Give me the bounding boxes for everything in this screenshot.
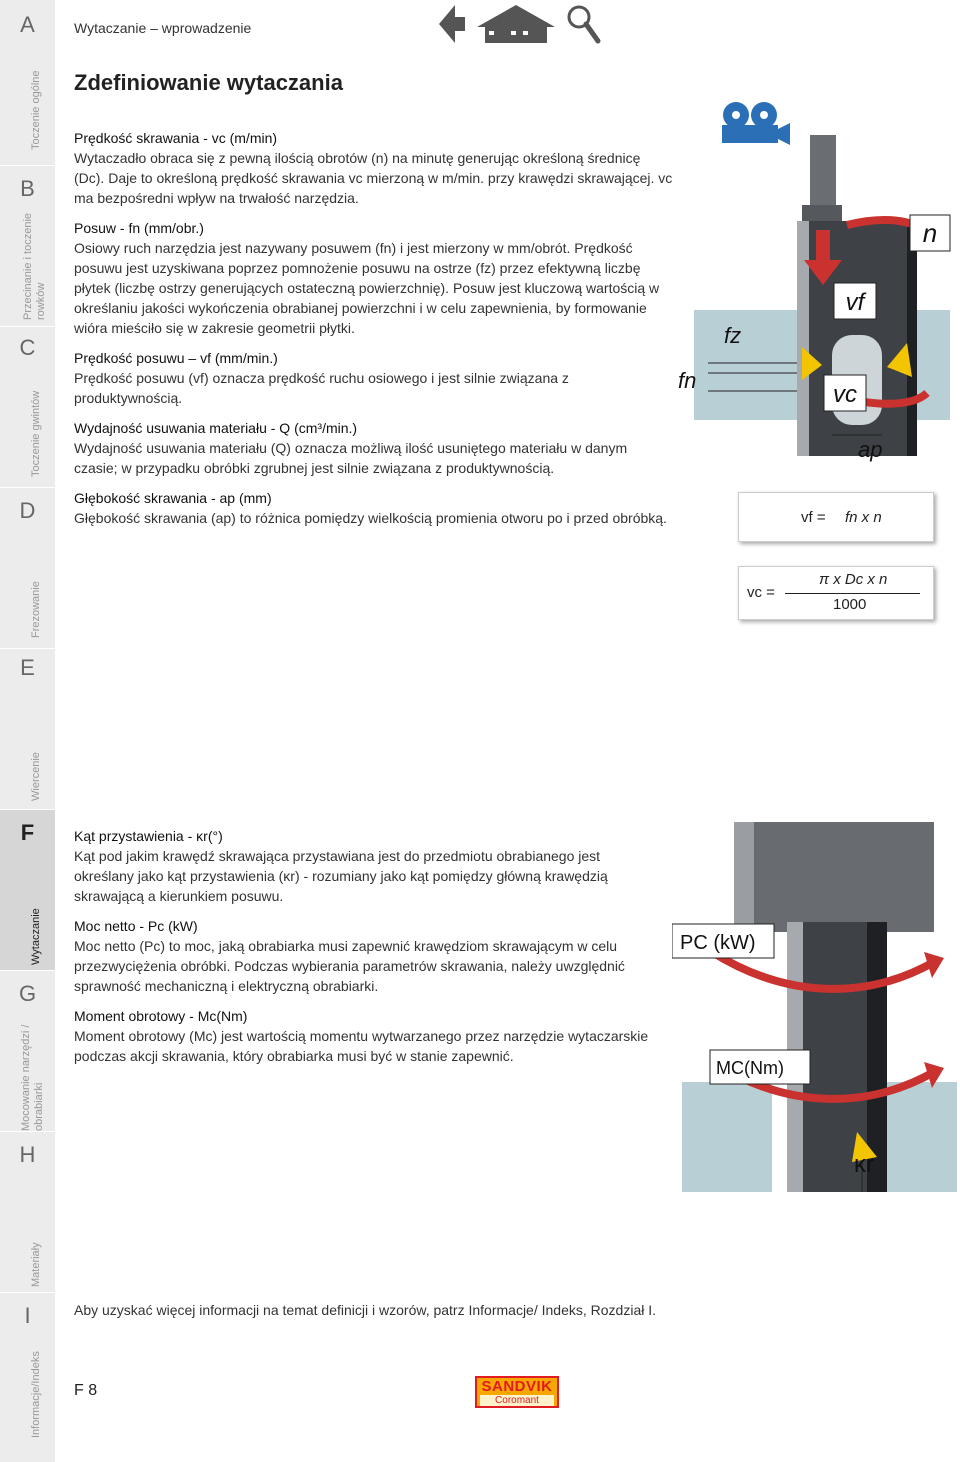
definitions-lower bbox=[74, 826, 654, 1066]
section-body-angle: Kąt pod jakim krawędź skrawająca przystawiana jest do przedmiotu obrabianego jest określany jako kąt przystawienia (κr) - rozumiany jako kąt pomiędzy główną krawędzią skrawającą a kierunkiem posuwu. bbox=[74, 848, 608, 904]
formula-vc-lhs: vc = bbox=[747, 584, 775, 601]
section-heading-feed-speed: Prędkość posuwu – vf (mm/min.) bbox=[74, 350, 278, 366]
sidebar-tabs bbox=[0, 0, 55, 1462]
footnote: Aby uzyskać więcej informacji na temat definicji i wzorów, patrz Informacje/ Indeks, Rozdział I. bbox=[74, 1302, 657, 1318]
label-kr: κr bbox=[854, 1151, 874, 1178]
formula-vc bbox=[738, 566, 934, 620]
tab-frezowanie[interactable] bbox=[0, 488, 55, 648]
section-body-feed: Osiowy ruch narzędzia jest nazywany posuwem (fn) i jest mierzony w mm/obrót. Prędkość posuwu jest uzyskiwana poprzez pomnożenie posuwu na ostrze (fz) przez efektywną liczbę płytek (liczbę ostrzy generujących ostateczną powierzchnię). Posuw jest kluczową wartością w określaniu jakości wykończenia obrabianej powierzchni i w celu zapewnienia, by formowanie wióra mieściło się w zakresie geometrii płytki. bbox=[74, 240, 660, 336]
tab-label: Frezowanie bbox=[30, 581, 42, 638]
fraction-line bbox=[785, 593, 920, 594]
label-vf: vf bbox=[845, 289, 865, 316]
formula-vf-rhs: fn x n bbox=[845, 509, 882, 526]
page-title: Zdefiniowanie wytaczania bbox=[74, 70, 343, 95]
tab-letter: D bbox=[19, 498, 36, 523]
section-heading-removal: Wydajność usuwania materiału - Q (cm³/min.) bbox=[74, 420, 358, 436]
section-heading-speed: Prędkość skrawania - vc (m/min) bbox=[74, 130, 278, 146]
tab-label: Wiercenie bbox=[30, 752, 42, 801]
tab-letter: H bbox=[19, 1142, 36, 1167]
tab-label: Wytaczanie bbox=[30, 908, 42, 965]
workpiece-left bbox=[682, 1082, 772, 1192]
tab-letter: A bbox=[20, 12, 35, 37]
formula-vc-numerator: π x Dc x n bbox=[819, 571, 888, 588]
spindle-top bbox=[734, 822, 934, 932]
breadcrumb: Wytaczanie – wprowadzenie bbox=[74, 20, 252, 36]
section-body-power: Moc netto (Pc) to moc, jaką obrabiarka musi zapewnić krawędziom skrawającym w celu przezwyciężenia obróbki. Podczas wybierania parametrów skrawania, należy uwzględnić sprawność mechaniczną i elektryczną obrabiarki. bbox=[74, 938, 625, 994]
tab-wiercenie[interactable] bbox=[0, 649, 55, 809]
home-icon[interactable] bbox=[471, 3, 561, 45]
tab-letter: I bbox=[24, 1303, 31, 1328]
section-body-feed-speed: Prędkość posuwu (vf) oznacza prędkość ruchu osiowego i jest silnie związana z produktywnością. bbox=[74, 370, 569, 406]
page-number: F 8 bbox=[74, 1382, 98, 1399]
tab-label: Przecinanie i toczenie rowków bbox=[22, 212, 47, 320]
tab-letter: F bbox=[20, 820, 35, 845]
section-heading-torque: Moment obrotowy - Mc(Nm) bbox=[74, 1008, 248, 1024]
section-body-torque: Moment obrotowy (Mc) jest wartością momentu wytwarzanego przez narzędzie wytaczarskie podczas akcji skrawania, który obrabiarka musi być w stanie zapewnić. bbox=[74, 1028, 649, 1064]
film-reel-icon[interactable] bbox=[722, 102, 790, 145]
section-body-speed: Wytaczadło obraca się z pewną ilością obrotów (n) na minutę generując określoną średnicę (Dc). Daje to określoną prędkość skrawania vc mierzoną w m/min. przy krawędzi skrawającej. vc ma bezpośredni wpływ na trwałość narzędzia. bbox=[74, 150, 673, 206]
tab-mocowanie[interactable] bbox=[0, 971, 55, 1131]
search-icon[interactable] bbox=[565, 3, 603, 45]
tab-label: Informacje/Indeks bbox=[30, 1351, 42, 1438]
formula-vf-lhs: vf = bbox=[801, 509, 826, 526]
definitions-upper bbox=[74, 128, 674, 528]
workpiece-right bbox=[882, 1082, 957, 1192]
section-heading-angle: Kąt przystawienia - κr(°) bbox=[74, 828, 223, 844]
tab-letter: E bbox=[20, 655, 35, 680]
tab-wytaczanie[interactable] bbox=[0, 810, 55, 970]
tab-label: Mocowanie narzędzi / obrabiarki bbox=[20, 1024, 45, 1131]
label-vc: vc bbox=[833, 381, 857, 408]
label-n: n bbox=[922, 218, 938, 248]
nav-icons bbox=[437, 3, 607, 47]
section-heading-depth: Głębokość skrawania - ap (mm) bbox=[74, 490, 272, 506]
tab-letter: B bbox=[20, 176, 35, 201]
boring-diagram-bottom bbox=[672, 812, 960, 1202]
label-mc: MC(Nm) bbox=[716, 1058, 784, 1078]
sandvik-coromant-logo: SANDVIK Coromant bbox=[475, 1376, 559, 1408]
section-heading-power: Moc netto - Pc (kW) bbox=[74, 918, 198, 934]
tab-label: Materiały bbox=[30, 1242, 42, 1287]
boring-diagram-top bbox=[672, 95, 960, 470]
label-fz: fz bbox=[724, 323, 742, 348]
formula-vf bbox=[738, 492, 934, 542]
tab-letter: G bbox=[18, 981, 37, 1006]
label-fn: fn bbox=[678, 368, 697, 393]
tab-label: Toczenie gwintów bbox=[30, 390, 42, 477]
tab-toczenie-gwintow[interactable] bbox=[0, 327, 55, 487]
tab-label: Toczenie ogólne bbox=[30, 70, 42, 150]
tab-przecinanie[interactable] bbox=[0, 166, 55, 326]
label-pc: PC (kW) bbox=[680, 932, 756, 954]
spindle bbox=[810, 135, 836, 205]
section-body-removal: Wydajność usuwania materiału (Q) oznacza możliwą ilość usuniętego materiału w danym czasie; w przypadku obróbki zgrubnej jest silnie związana z produktywnością. bbox=[74, 440, 628, 476]
back-arrow-icon[interactable] bbox=[437, 3, 469, 45]
tab-materialy[interactable] bbox=[0, 1132, 55, 1292]
tab-informacje-indeks[interactable] bbox=[0, 1293, 55, 1462]
section-heading-feed: Posuw - fn (mm/obr.) bbox=[74, 220, 204, 236]
tab-letter: C bbox=[19, 335, 36, 360]
tab-toczenie-ogolne[interactable] bbox=[0, 0, 55, 165]
section-body-depth: Głębokość skrawania (ap) to różnica pomiędzy wielkością promienia otworu po i przed obróbką. bbox=[74, 510, 667, 526]
label-ap: ap bbox=[858, 437, 883, 462]
formula-vc-denominator: 1000 bbox=[833, 596, 867, 613]
